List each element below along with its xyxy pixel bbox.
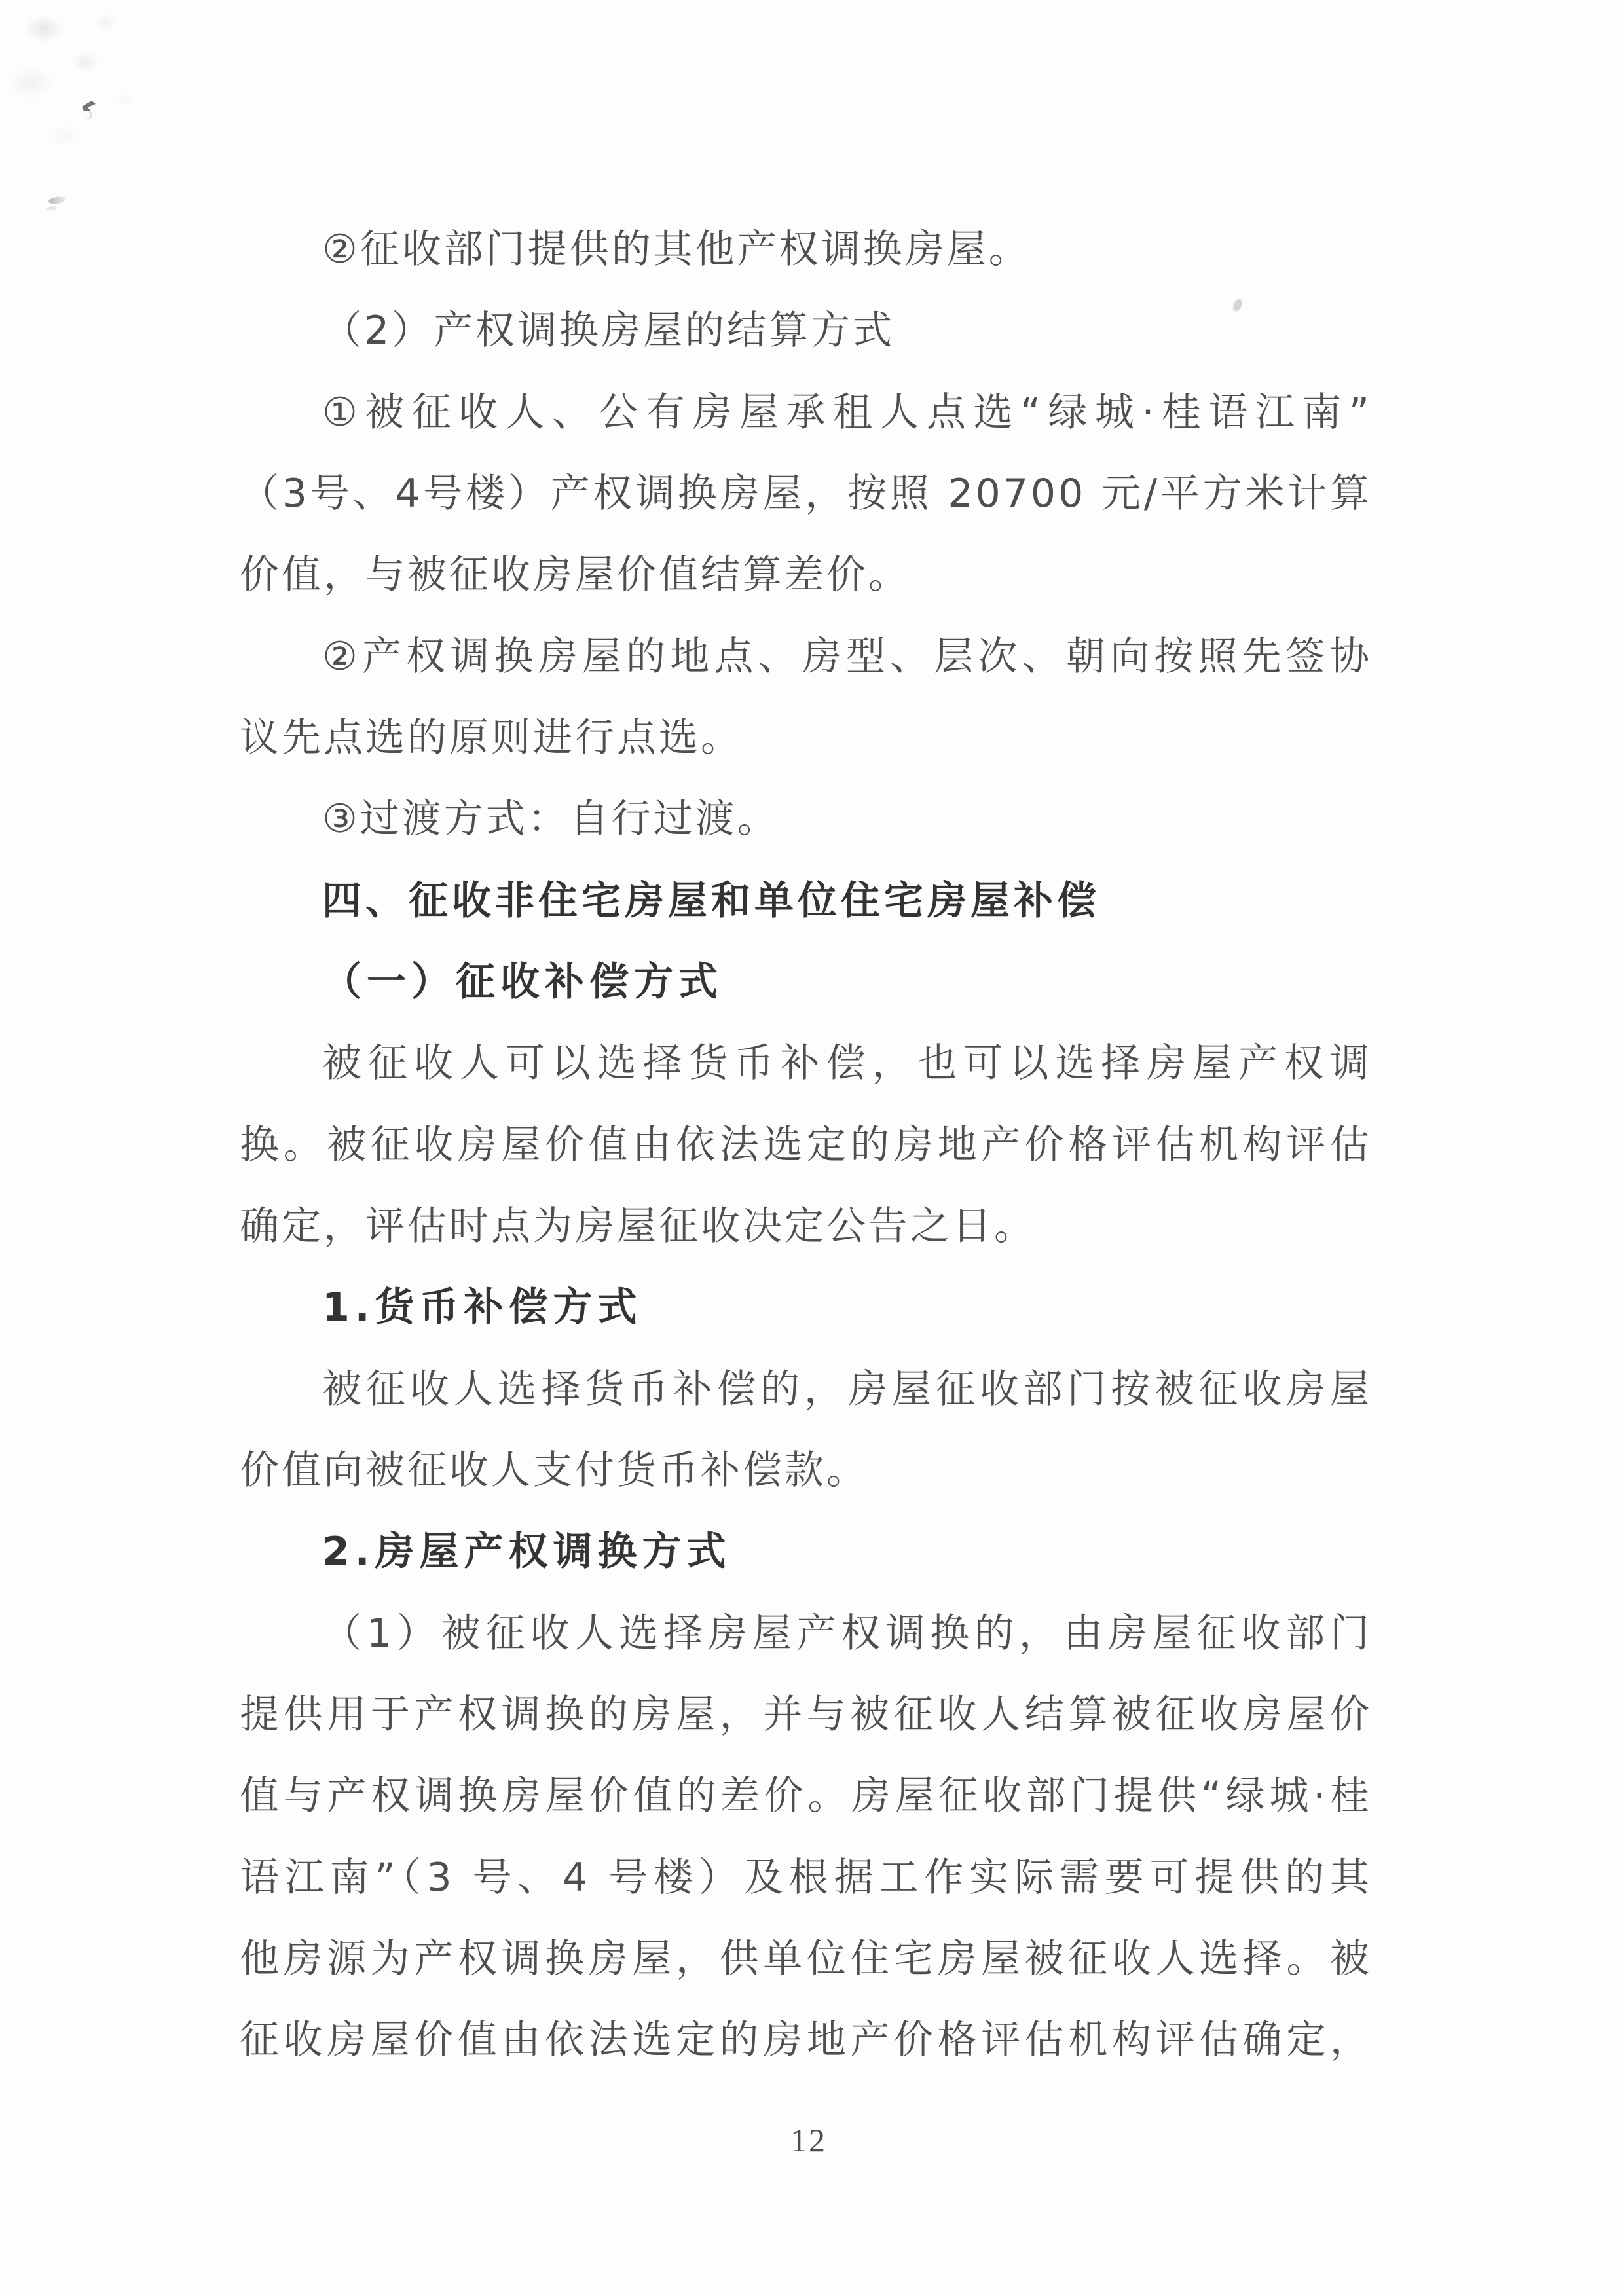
text-line: 价值，与被征收房屋价值结算差价。 (240, 552, 910, 598)
text-line: ②征收部门提供的其他产权调换房屋。 (322, 227, 1031, 272)
scan-fleck-dark (81, 100, 100, 119)
text-line: 被征收人可以选择货币补偿，也可以选择房屋产权调 (322, 1040, 1372, 1087)
text-line: （1）被征收人选择房屋产权调换的，由房屋征收部门 (322, 1610, 1372, 1656)
text-line: 议先点选的原则进行点选。 (240, 714, 743, 761)
text-line: 语江南”（3 号、4 号楼）及根据工作实际需要可提供的其 (240, 1854, 1372, 1901)
text-line: 值与产权调换房屋价值的差价。房屋征收部门提供“绿城·桂 (240, 1773, 1372, 1819)
text-line: 提供用于产权调换的房屋，并与被征收人结算被征收房屋价 (240, 1691, 1372, 1738)
document-text-block (240, 209, 1372, 2081)
text-line: 2.房屋产权调换方式 (322, 1529, 731, 1575)
text-line: ②产权调换房屋的地点、房型、层次、朝向按照先签协 (322, 633, 1372, 680)
text-line: 四、征收非住宅房屋和单位住宅房屋补偿 (322, 877, 1100, 924)
text-line: ①被征收人、公有房屋承租人点选“绿城·桂语江南” (322, 389, 1372, 435)
text-line: （2）产权调换房屋的结算方式 (322, 308, 895, 354)
text-line: 被征收人选择货币补偿的，房屋征收部门按被征收房屋 (322, 1366, 1372, 1412)
text-line: 价值向被征收人支付货币补偿款。 (240, 1447, 868, 1493)
text-line: 1.货币补偿方式 (322, 1285, 642, 1331)
scan-smudge (3, 1, 206, 217)
text-line: 确定，评估时点为房屋征收决定公告之日。 (240, 1203, 1036, 1249)
text-line: ③过渡方式：自行过渡。 (322, 796, 779, 843)
text-line: （3号、4号楼）产权调换房屋，按照 20700 元/平方米计算 (240, 470, 1372, 517)
text-line: 他房源为产权调换房屋，供单位住宅房屋被征收人选择。被 (240, 1935, 1372, 1982)
page-number: 12 (790, 2122, 827, 2159)
text-line: （一）征收补偿方式 (322, 958, 723, 1005)
text-line: 换。被征收房屋价值由依法选定的房地产价格评估机构评估 (240, 1121, 1372, 1168)
text-line: 征收房屋价值由依法选定的房地产价格评估机构评估确定， (240, 2017, 1372, 2064)
